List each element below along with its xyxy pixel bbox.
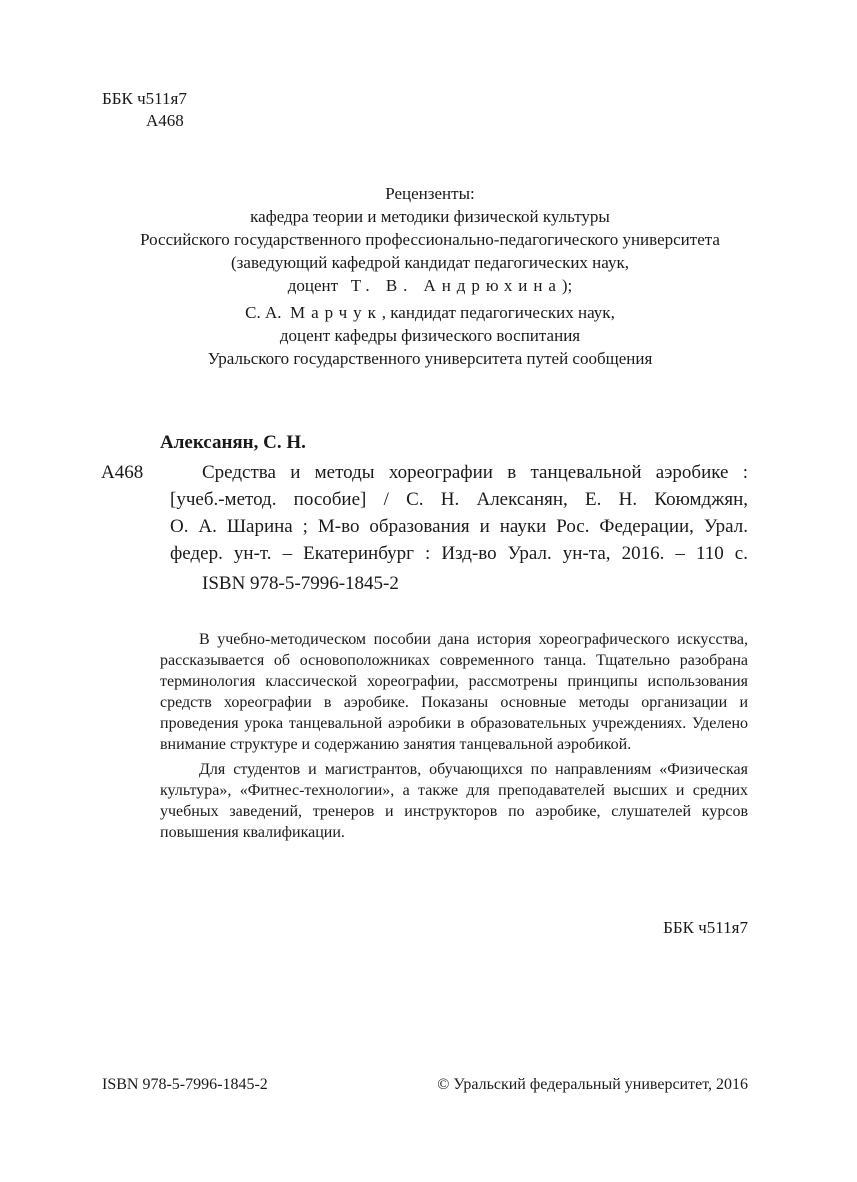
annotation-paragraph-1: В учебно-методическом пособии дана история хореографического искусства, рассказывается об основоположниках современного танца. Тщательно разобрана терминология классической хореографии, рассмотрены принципы использования средств хореографии в аэробике. Показаны основные методы организации и проведения урока танцевальной аэробики в образовательных учреждениях. Уделено внимание структуре и содержанию занятия танцевальной аэробикой. <box>160 631 748 753</box>
reviewer1-line2: Российского государственного профессионально-педагогического университета <box>140 230 720 249</box>
reviewers-heading: Рецензенты: <box>385 184 475 203</box>
reviewer2-line1 <box>90 301 770 324</box>
annotation <box>160 629 748 843</box>
bbk-classification-bottom: ББК ч511я7 <box>663 918 748 937</box>
reviewer2-initials: С. А. <box>245 303 282 322</box>
catalog-code: А468 <box>101 462 144 483</box>
reviewer1-line3: (заведующий кафедрой кандидат педагогических наук, <box>231 253 629 272</box>
reviewer2-line2: доцент кафедры физического воспитания <box>279 326 581 345</box>
reviewer2-surname: Марчук <box>290 303 382 322</box>
reviewer1-close: ); <box>561 276 573 295</box>
catalog-line3: О. А. Шарина ; М-во образования и науки Рос. Федерации, Урал. <box>170 516 748 537</box>
author-mark: А468 <box>146 111 184 130</box>
footer-isbn: ISBN 978-5-7996-1845-2 <box>102 1076 268 1093</box>
catalog-line4: федер. ун-т. – Екатеринбург : Изд-во Урал. ун-та, 2016. – 110 с. <box>170 543 748 564</box>
catalog-line1: Средства и методы хореографии в танцевальной аэробике : <box>202 462 748 483</box>
footer-copyright: © Уральский федеральный университет, 2016 <box>437 1076 748 1093</box>
catalog-line2: [учеб.-метод. пособие] / С. Н. Алексанян, Е. Н. Коюмджян, <box>170 489 748 510</box>
bbk-code: ББК ч511я7 <box>102 89 187 108</box>
catalog-author: Алексанян, С. Н. <box>160 432 306 453</box>
catalog-entry <box>170 459 748 567</box>
reviewer1-name: Т. В. Андрюхина <box>350 276 562 295</box>
annotation-paragraph-2: Для студентов и магистрантов, обучающихся по направлениям «Физическая культура», «Фитнес-технологии», а также для преподавателей высших и средних учебных заведений, тренеров и инструкторов по аэробике, слушателей курсов повышения квалификации. <box>160 761 748 841</box>
reviewer1-line4 <box>90 274 770 297</box>
reviewers-block <box>90 182 770 370</box>
reviewer2-line3: Уральского государственного университета путей сообщения <box>207 349 653 368</box>
reviewer1-title: доцент <box>287 276 339 295</box>
catalog-isbn: ISBN 978-5-7996-1845-2 <box>202 573 399 594</box>
reviewer1-line1: кафедра теории и методики физической культуры <box>250 207 610 226</box>
reviewer2-degree: , кандидат педагогических наук, <box>381 303 615 322</box>
bbk-classification-top <box>102 88 187 132</box>
